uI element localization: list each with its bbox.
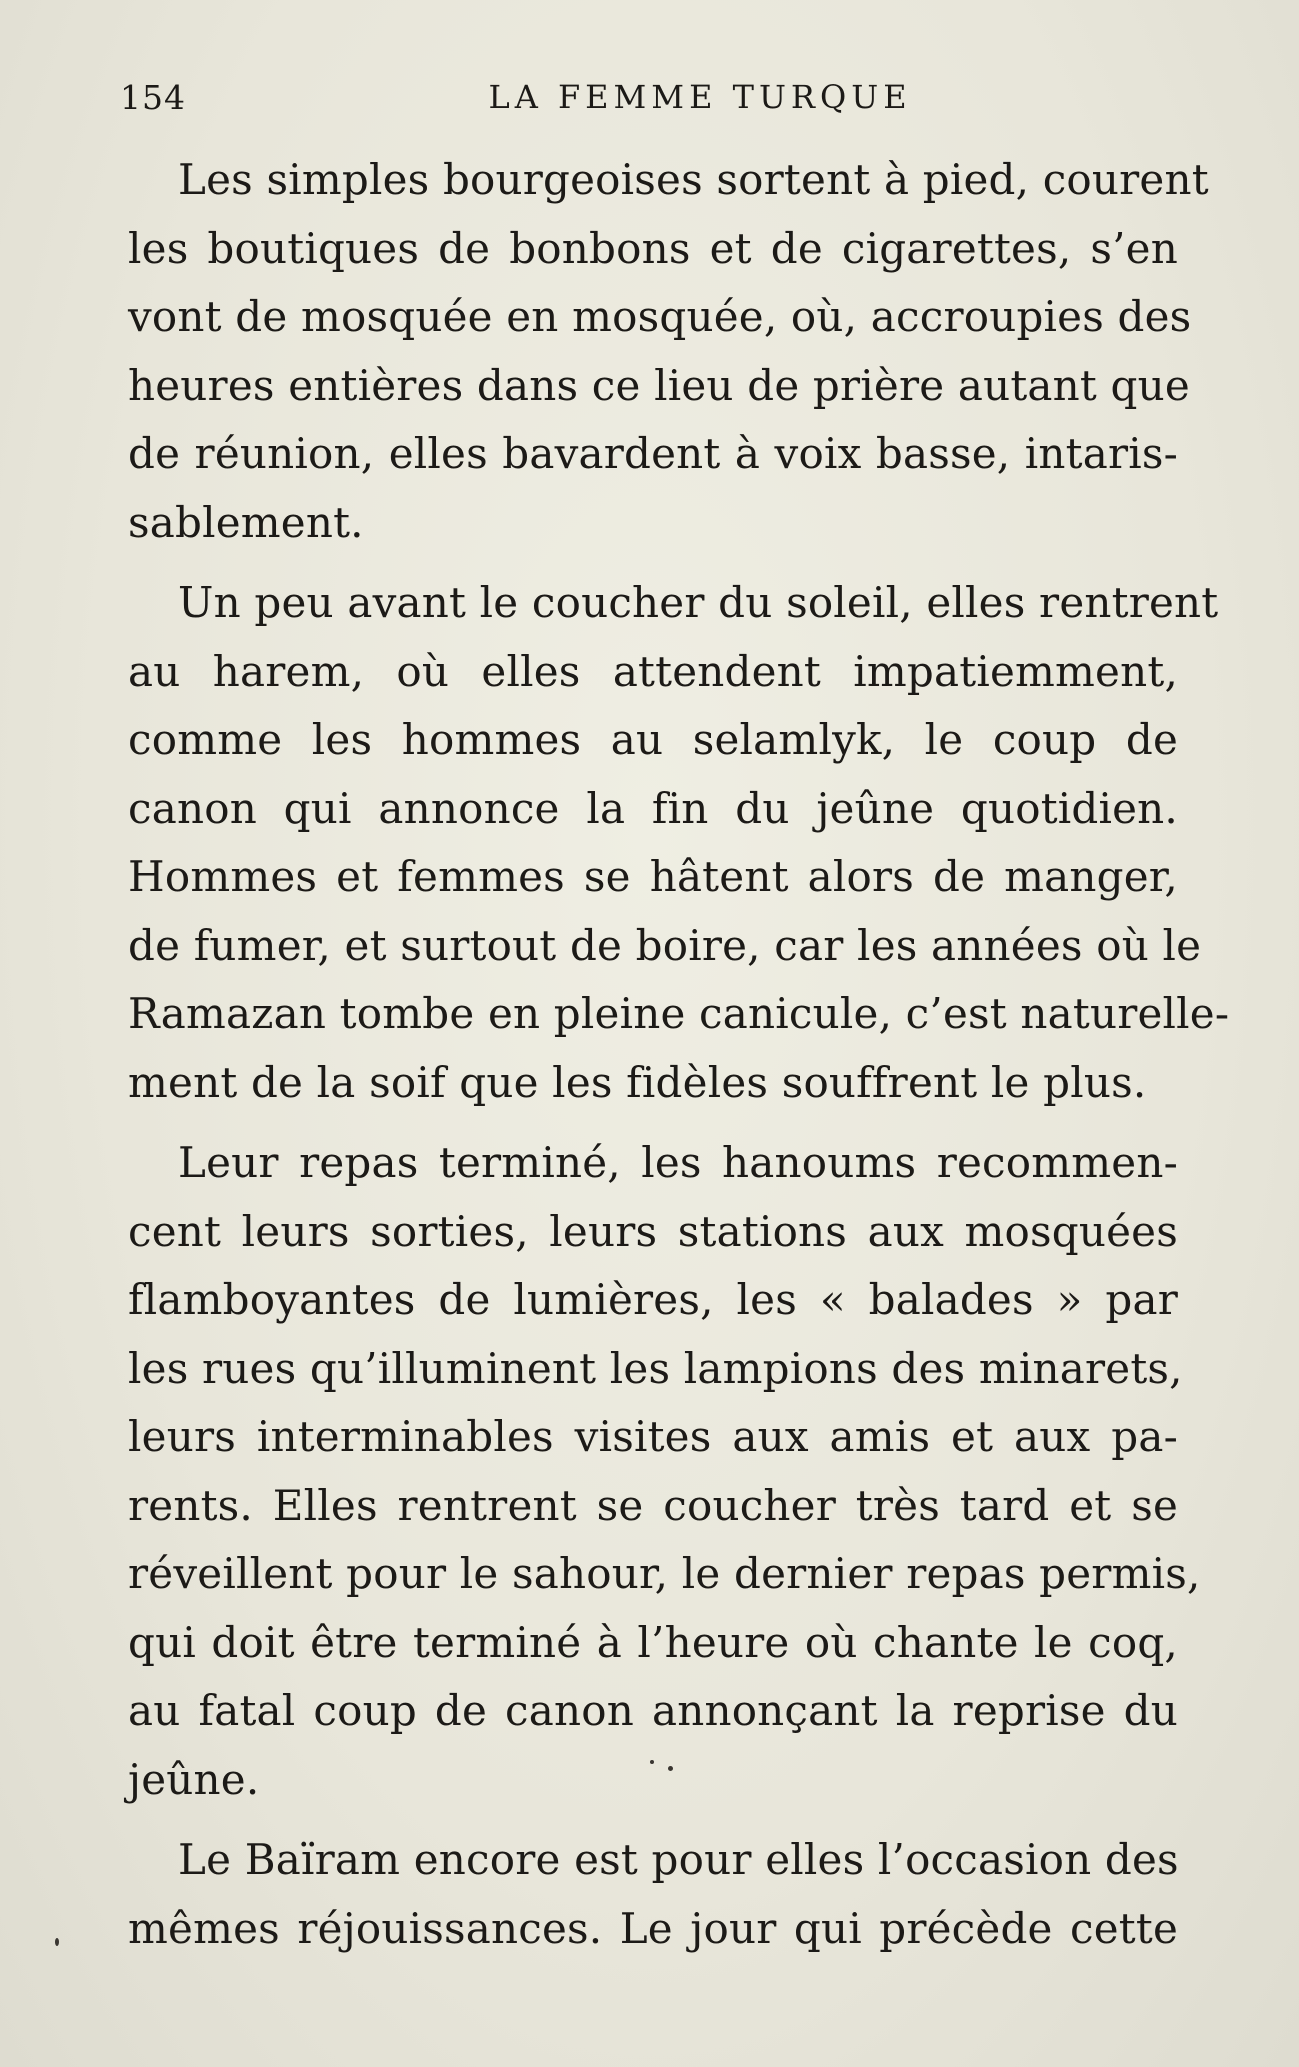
running-title: LA FEMME TURQUE	[488, 78, 912, 116]
body-text	[128, 146, 1230, 1975]
text-line: de fumer, et surtout de boire, car les années où le	[128, 920, 1202, 970]
text-line: de réunion, elles bavardent à voix basse, intaris-	[128, 429, 1178, 478]
text-line: Ramazan tombe en pleine canicule, c’est naturelle-	[128, 989, 1230, 1038]
text-line: jeûne.	[128, 1754, 260, 1804]
text-line: sablement.	[128, 497, 364, 547]
text-line: au fatal coup de canon annonçant la reprise du	[128, 1686, 1178, 1735]
text-line: flamboyantes de lumières, les « balades » par	[128, 1275, 1178, 1324]
text-line: Un peu avant le coucher du soleil, elles rentrent	[178, 578, 1219, 627]
text-line: Les simples bourgeoises sortent à pied, courent	[178, 155, 1209, 204]
ink-speck	[668, 1766, 673, 1771]
paragraph-4	[128, 1826, 1178, 1963]
text-line: comme les hommes au selamlyk, le coup de	[128, 715, 1178, 764]
text-line: mêmes réjouissances. Le jour qui précède cette	[128, 1903, 1178, 1953]
text-line: vont de mosquée en mosquée, où, accroupies des	[128, 292, 1192, 341]
text-line: Hommes et femmes se hâtent alors de manger,	[128, 852, 1178, 901]
paragraph-2	[128, 569, 1230, 1117]
text-line: cent leurs sorties, leurs stations aux mosquées	[128, 1206, 1178, 1256]
paragraph-1	[128, 146, 1209, 557]
text-line: rents. Elles rentrent se coucher très tard et se	[128, 1480, 1178, 1530]
running-head	[120, 78, 1180, 138]
text-line: les rues qu’illuminent les lampions des minarets,	[128, 1343, 1183, 1393]
text-line: les boutiques de bonbons et de cigarettes, s’en	[128, 223, 1178, 273]
ink-speck	[55, 1938, 59, 1946]
text-line: heures entières dans ce lieu de prière autant que	[128, 360, 1190, 410]
text-line: ment de la soif que les fidèles souffrent le plus.	[128, 1057, 1147, 1107]
ink-speck	[650, 1760, 654, 1764]
paragraph-3	[128, 1129, 1201, 1814]
text-line: qui doit être terminé à l’heure où chante le coq,	[128, 1617, 1178, 1667]
page-number: 154	[120, 78, 186, 117]
text-line: Le Baïram encore est pour elles l’occasion des	[178, 1835, 1179, 1884]
text-line: réveillent pour le sahour, le dernier repas permis,	[128, 1549, 1201, 1598]
text-line: Leur repas terminé, les hanoums recommen-	[178, 1138, 1178, 1187]
text-line: leurs interminables visites aux amis et aux pa-	[128, 1412, 1178, 1461]
text-line: canon qui annonce la fin du jeûne quotidien.	[128, 783, 1178, 833]
text-line: au harem, où elles attendent impatiemment,	[128, 646, 1178, 696]
